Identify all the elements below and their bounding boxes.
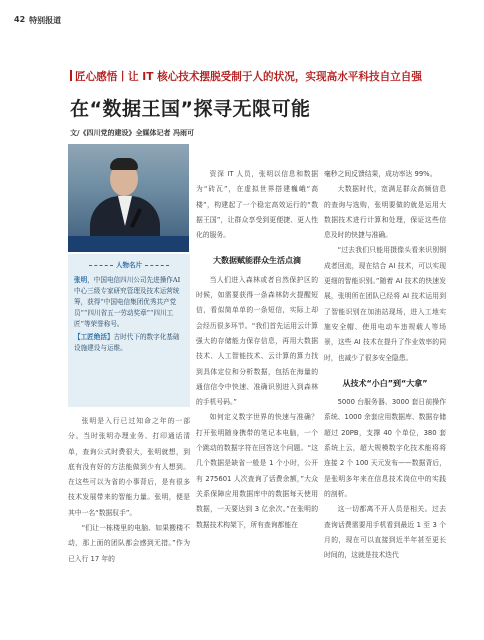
paragraph: 毫秒之间反馈结果，成功率达 99%。 [324,170,437,178]
section-heading-2: 从技术“小白”到“大拿” [342,378,428,388]
profile-skill-text: 古时代下的数字化基础设施建设与运维。 [74,333,180,352]
profile-skill-label: 【工匠绝活】 [74,333,114,341]
kicker-bar [70,70,72,81]
paragraph: 这一切都离不开人员是相关。过去查询话费需要用手机看到最近 1 至 3 个月的，现在可以直接到近半年甚至更长时间的，这就是技术迭代 [324,505,446,560]
paragraph: 当人们进入森林或者自然保护区的时候，如需要获得一条森林防火提醒短信，看似简单单的一条短信，实际上却会经历很多环节。“我们首先运用云计算强大的存储能力保存信息，再用大数据技术、人工智能技术、云计算的算力找到具体定位和分析数据，包括在海量的通信信令中快速、准确识别进入到森林的手机号码。” [196,275,318,407]
photo-podium [68,236,189,252]
paragraph: 张明是入行已过知命之年的一部分。当时张明办理业务、打印通话清单，查询公式时费很大，张明就想，到底有没有好的方法能做到少有人想到。在这些可以为省的小事背后，是有很多技术发展带来的智能力量。张明，便是其中一名“数据驭手”。 [68,417,190,517]
paragraph: 资深 IT 人员，张明以信息和数据为“砖瓦”，在虚拟世界搭建巍峨“高楼”，构建起了一个稳定高效运行的“数据王国”，让群众享受到更便捷、更人性化的服务。 [196,170,318,240]
section-name: 特别报道 [29,16,62,25]
profile-box [68,254,190,407]
profile-bio-text: ，中国电信四川公司先进操作AI中心三级专家研究管理及技术运营统筹，获得“中国电信集团优秀共产党员”“四川省五一劳动奖章”“四川工匠”等荣誉称号。 [74,276,181,328]
paragraph: 5000 台服务器、3000 套日前操作系统、1000 余套应用数据库、数据存储超过 20PB，支撑 40 个单位，380 套系统上云，超大规模数字化技术能将将连接 2 个 100 天元发布——数据背后，是张明多年来在信息技术岗位中的实践的剖析。 [324,398,446,498]
profile-heading: 人物名片 [74,260,184,271]
photo-hair [110,158,138,170]
portrait-photo [68,144,189,252]
paragraph: “们让一栋楼里的电脑、如果搬楼不动，那上面的团队都会感到无措。”作为已入行 17 年的 [68,524,190,563]
article-title: 在“数据王国”探寻无限可能 [70,98,311,120]
kicker [70,69,422,84]
page-number: 42 [14,15,26,24]
byline: 文/《四川党的建设》全媒体记者 冯雨可 [70,129,194,137]
column-2 [196,167,318,533]
paragraph: 如何定义数字世界的快速与准确？打开张明随身携带的笔记本电脑，一个个跳动的数据字符在回答这个问题。“这几个数据是缺省一般是 1 个小时，公开有 275601 人次查询了话费余额，”大众关系保障应用数据库中的数据每天使用数据，一天要达到 3 亿余次。”在张明的数据技术构架下，所有查询都能在 [196,413,318,529]
paragraph: 大数据时代，宽满足群众高频信息的查询与选购，张明要做的就是运用大数据技术进行计算和处理，保证这些信息及时的快捷与准确。 [324,185,446,240]
profile-bio [74,275,184,330]
profile-name: 张明 [74,276,88,284]
column-3 [324,167,446,563]
column-1 [68,414,190,567]
paragraph: “过去我们只能用摄像头看来识别钢成者回流，现在结合 AI 技术，可以实现更细的智能识别。”随着 AI 技术的快速发展，张明所在团队已经将 AI 技术运用到了智能识别在加油站现场，进入工地实施安全帽、使用电动车违规载人等场景，这些 AI 技术在提升了作业效率的同时，也减少了很多安全隐患。 [324,246,446,362]
profile-skill [74,332,184,354]
section-heading-1: 大数据赋能群众生活点滴 [213,256,301,266]
kicker-text: 匠心感悟丨让 IT 核心技术摆脱受制于人的状况，实现高水平科技自立自强 [75,71,422,83]
page-header [14,15,61,26]
